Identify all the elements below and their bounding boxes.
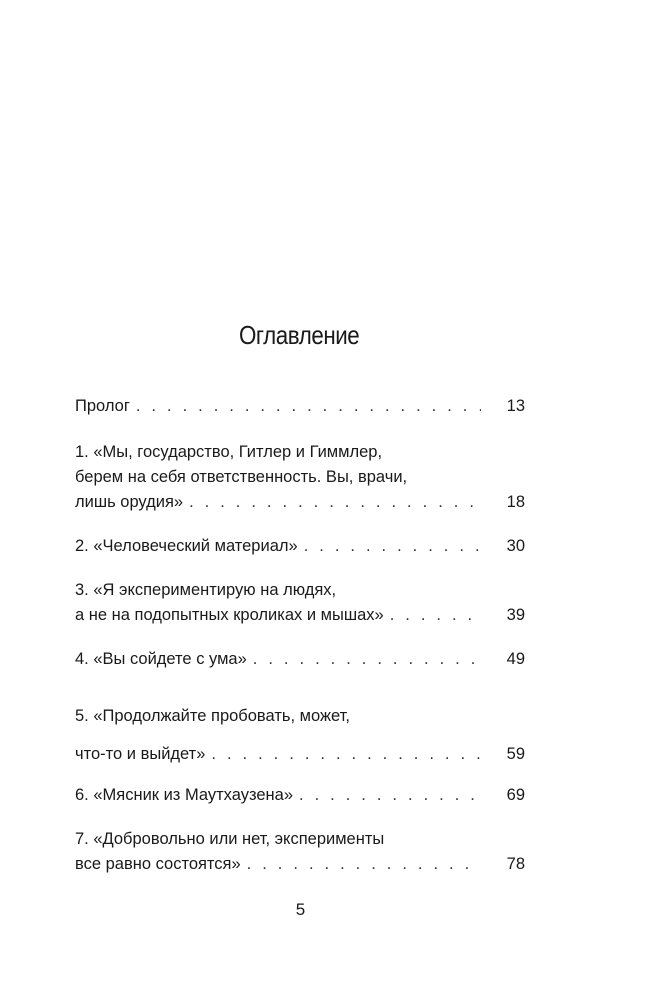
toc-entry-label: 6. «Мясник из Маутхаузена» — [75, 786, 294, 804]
toc-entry-line: 5. «Продолжайте пробовать, может, — [75, 707, 350, 725]
dot-leader — [189, 490, 481, 515]
page-number: 5 — [295, 900, 306, 919]
toc-page-number: 30 — [506, 537, 525, 555]
toc-entry-chapter-2 — [75, 534, 525, 559]
toc-page-number: 78 — [506, 855, 525, 873]
toc-entry-label: 4. «Вы сойдете с ума» — [75, 650, 247, 668]
toc-page-number: 49 — [506, 650, 525, 668]
toc-entry-last-line — [75, 603, 525, 628]
toc-entry-chapter-4 — [75, 647, 525, 672]
dot-leader — [247, 852, 481, 877]
toc-entry-last-line — [75, 783, 525, 808]
toc-entry-chapter-6 — [75, 783, 525, 808]
toc-page-number: 59 — [506, 745, 525, 763]
toc-entry-line: 3. «Я экспериментирую на людях, — [75, 581, 337, 599]
toc-entry-chapter-1 — [75, 440, 525, 515]
toc-entry-label: что-то и выйдет» — [75, 745, 206, 763]
dot-leader — [304, 534, 481, 559]
dot-leader — [211, 742, 481, 767]
toc-entry-label: 2. «Человеческий материал» — [75, 537, 298, 555]
toc-entry-last-line — [75, 534, 525, 559]
toc-entry-last-line — [75, 647, 525, 672]
toc-page-number: 18 — [506, 493, 525, 511]
toc-entry-label: все равно состоятся» — [75, 855, 241, 873]
toc-entry-label: лишь орудия» — [75, 493, 184, 511]
toc-entry-chapter-7 — [75, 827, 525, 877]
toc-entry-last-line — [75, 490, 525, 515]
toc-entry-line: берем на себя ответственность. Вы, врачи, — [75, 468, 408, 486]
toc-entry-prologue — [75, 394, 525, 419]
toc-page-number: 69 — [506, 786, 525, 804]
toc-page-number: 39 — [506, 606, 525, 624]
toc-entry-label: Пролог — [75, 397, 130, 415]
toc-entry-last-line — [75, 742, 525, 767]
toc-entry-last-line — [75, 394, 525, 419]
toc-entry-last-line — [75, 852, 525, 877]
toc-entry-chapter-3 — [75, 578, 525, 628]
toc-title: Оглавление — [238, 320, 360, 350]
toc-entry-line: 1. «Мы, государство, Гитлер и Гиммлер, — [75, 443, 383, 461]
dot-leader — [299, 783, 481, 808]
dot-leader — [253, 647, 481, 672]
dot-leader — [136, 394, 481, 419]
toc-entry-chapter-5 — [75, 704, 525, 767]
toc-entry-line: 7. «Добровольно или нет, эксперименты — [75, 830, 385, 848]
dot-leader — [390, 603, 481, 628]
toc-entry-label: а не на подопытных кроликах и мышах» — [75, 606, 384, 624]
toc-page-number: 13 — [506, 397, 525, 415]
